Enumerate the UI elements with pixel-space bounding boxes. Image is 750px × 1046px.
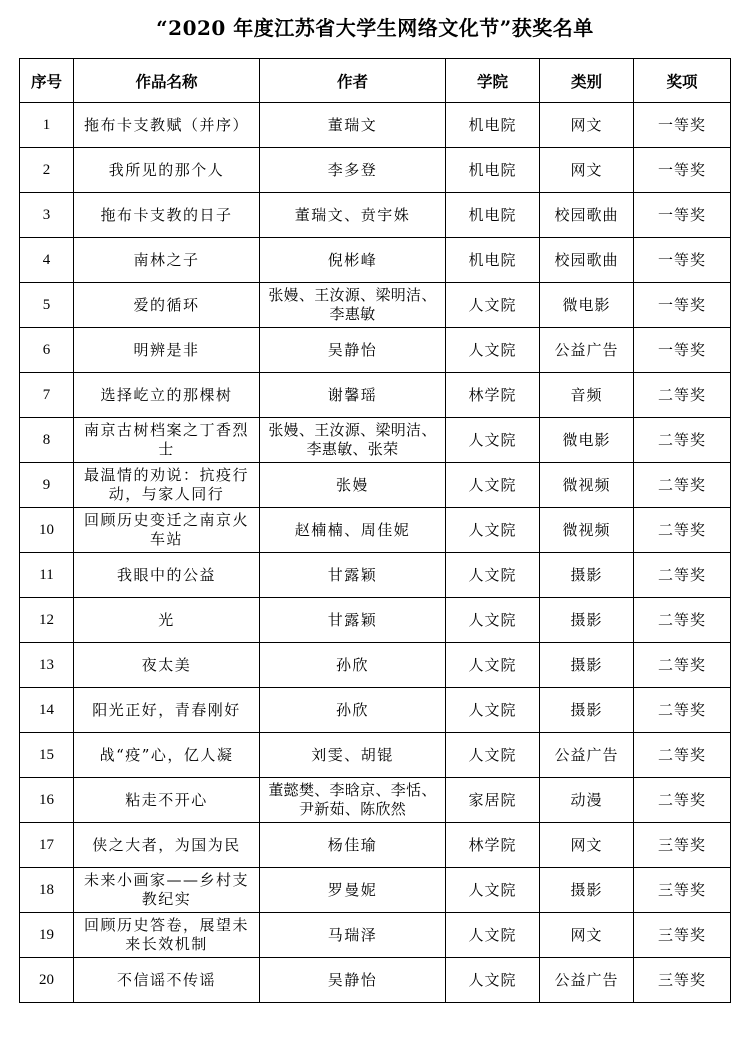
cell-work: 我所见的那个人	[74, 148, 260, 193]
cell-category: 微视频	[540, 463, 634, 508]
cell-category: 微电影	[540, 418, 634, 463]
cell-school: 人文院	[446, 598, 540, 643]
cell-index: 2	[20, 148, 74, 193]
cell-author: 董懿樊、李晗京、李恬、尹新茹、陈欣然	[260, 778, 446, 823]
cell-author: 甘露颖	[260, 553, 446, 598]
cell-award: 二等奖	[634, 598, 731, 643]
page-title: “2020 年度江苏省大学生网络文化节”获奖名单	[156, 16, 594, 40]
cell-school: 人文院	[446, 688, 540, 733]
cell-work: 拖布卡支教的日子	[74, 193, 260, 238]
cell-index: 19	[20, 913, 74, 958]
cell-school: 林学院	[446, 823, 540, 868]
cell-author: 张嫚、王汝源、梁明洁、李惠敏	[260, 283, 446, 328]
table-row	[20, 193, 731, 238]
cell-index: 11	[20, 553, 74, 598]
cell-category: 微电影	[540, 283, 634, 328]
table-row	[20, 103, 731, 148]
cell-school: 人文院	[446, 733, 540, 778]
cell-work: 爱的循环	[74, 283, 260, 328]
cell-award: 二等奖	[634, 778, 731, 823]
cell-author: 赵楠楠、周佳妮	[260, 508, 446, 553]
cell-index: 18	[20, 868, 74, 913]
cell-award: 一等奖	[634, 193, 731, 238]
cell-work: 夜太美	[74, 643, 260, 688]
cell-category: 网文	[540, 823, 634, 868]
header-award: 奖项	[634, 59, 731, 103]
cell-category: 摄影	[540, 553, 634, 598]
table-row	[20, 238, 731, 283]
cell-category: 微视频	[540, 508, 634, 553]
cell-author: 马瑞泽	[260, 913, 446, 958]
table-row	[20, 373, 731, 418]
cell-award: 二等奖	[634, 733, 731, 778]
table-row	[20, 958, 731, 1003]
cell-category: 动漫	[540, 778, 634, 823]
cell-category: 网文	[540, 148, 634, 193]
cell-index: 16	[20, 778, 74, 823]
table-row	[20, 508, 731, 553]
cell-school: 机电院	[446, 103, 540, 148]
cell-author: 吴静怡	[260, 958, 446, 1003]
cell-category: 网文	[540, 103, 634, 148]
table-row	[20, 553, 731, 598]
cell-category: 摄影	[540, 598, 634, 643]
cell-index: 1	[20, 103, 74, 148]
cell-school: 林学院	[446, 373, 540, 418]
cell-index: 12	[20, 598, 74, 643]
cell-author: 董瑞文	[260, 103, 446, 148]
cell-category: 校园歌曲	[540, 193, 634, 238]
cell-work: 南京古树档案之丁香烈士	[74, 418, 260, 463]
cell-index: 9	[20, 463, 74, 508]
cell-work: 南林之子	[74, 238, 260, 283]
cell-work: 回顾历史变迁之南京火车站	[74, 508, 260, 553]
cell-award: 二等奖	[634, 463, 731, 508]
cell-school: 人文院	[446, 958, 540, 1003]
cell-school: 人文院	[446, 463, 540, 508]
cell-index: 5	[20, 283, 74, 328]
cell-author: 孙欣	[260, 643, 446, 688]
cell-award: 二等奖	[634, 418, 731, 463]
cell-school: 人文院	[446, 508, 540, 553]
cell-award: 三等奖	[634, 823, 731, 868]
table-row	[20, 868, 731, 913]
cell-award: 三等奖	[634, 958, 731, 1003]
awards-table	[19, 58, 731, 1003]
cell-category: 摄影	[540, 643, 634, 688]
cell-work: 选择屹立的那棵树	[74, 373, 260, 418]
table-row	[20, 283, 731, 328]
table-row	[20, 823, 731, 868]
cell-award: 二等奖	[634, 373, 731, 418]
cell-work: 光	[74, 598, 260, 643]
cell-author: 张嫚	[260, 463, 446, 508]
cell-school: 人文院	[446, 328, 540, 373]
cell-author: 吴静怡	[260, 328, 446, 373]
table-header-row	[20, 59, 731, 103]
cell-author: 甘露颖	[260, 598, 446, 643]
cell-work: 我眼中的公益	[74, 553, 260, 598]
table-row	[20, 598, 731, 643]
cell-work: 明辨是非	[74, 328, 260, 373]
cell-school: 机电院	[446, 238, 540, 283]
cell-award: 二等奖	[634, 553, 731, 598]
cell-index: 8	[20, 418, 74, 463]
header-index: 序号	[20, 59, 74, 103]
cell-index: 20	[20, 958, 74, 1003]
cell-school: 机电院	[446, 148, 540, 193]
cell-work: 阳光正好，青春刚好	[74, 688, 260, 733]
table-row	[20, 643, 731, 688]
cell-school: 人文院	[446, 913, 540, 958]
cell-index: 10	[20, 508, 74, 553]
cell-category: 公益广告	[540, 958, 634, 1003]
cell-award: 二等奖	[634, 508, 731, 553]
cell-award: 二等奖	[634, 688, 731, 733]
table-row	[20, 328, 731, 373]
cell-award: 三等奖	[634, 868, 731, 913]
cell-index: 4	[20, 238, 74, 283]
table-row	[20, 733, 731, 778]
table-row	[20, 913, 731, 958]
cell-author: 杨佳瑜	[260, 823, 446, 868]
cell-work: 战“疫”心，亿人凝	[74, 733, 260, 778]
cell-category: 摄影	[540, 688, 634, 733]
cell-work: 拖布卡支教赋（并序）	[74, 103, 260, 148]
cell-author: 孙欣	[260, 688, 446, 733]
table-row	[20, 688, 731, 733]
cell-work: 不信谣不传谣	[74, 958, 260, 1003]
header-school: 学院	[446, 59, 540, 103]
cell-index: 15	[20, 733, 74, 778]
cell-author: 罗曼妮	[260, 868, 446, 913]
cell-index: 3	[20, 193, 74, 238]
cell-work: 最温情的劝说：抗疫行动，与家人同行	[74, 463, 260, 508]
cell-index: 13	[20, 643, 74, 688]
cell-index: 17	[20, 823, 74, 868]
cell-author: 张嫚、王汝源、梁明洁、李惠敏、张荣	[260, 418, 446, 463]
cell-index: 7	[20, 373, 74, 418]
cell-school: 人文院	[446, 553, 540, 598]
cell-author: 刘雯、胡锟	[260, 733, 446, 778]
cell-school: 人文院	[446, 868, 540, 913]
cell-school: 家居院	[446, 778, 540, 823]
header-work: 作品名称	[74, 59, 260, 103]
cell-school: 人文院	[446, 643, 540, 688]
cell-award: 一等奖	[634, 283, 731, 328]
cell-school: 人文院	[446, 283, 540, 328]
cell-author: 倪彬峰	[260, 238, 446, 283]
header-author: 作者	[260, 59, 446, 103]
cell-category: 网文	[540, 913, 634, 958]
table-row	[20, 463, 731, 508]
cell-work: 回顾历史答卷，展望未来长效机制	[74, 913, 260, 958]
cell-category: 摄影	[540, 868, 634, 913]
cell-school: 机电院	[446, 193, 540, 238]
table-body	[20, 103, 731, 1003]
cell-category: 音频	[540, 373, 634, 418]
cell-index: 6	[20, 328, 74, 373]
cell-category: 公益广告	[540, 733, 634, 778]
cell-author: 李多登	[260, 148, 446, 193]
cell-award: 二等奖	[634, 643, 731, 688]
cell-category: 公益广告	[540, 328, 634, 373]
cell-index: 14	[20, 688, 74, 733]
cell-work: 未来小画家——乡村支教纪实	[74, 868, 260, 913]
cell-work: 粘走不开心	[74, 778, 260, 823]
table-row	[20, 148, 731, 193]
cell-award: 一等奖	[634, 238, 731, 283]
cell-category: 校园歌曲	[540, 238, 634, 283]
cell-award: 一等奖	[634, 148, 731, 193]
cell-award: 三等奖	[634, 913, 731, 958]
cell-school: 人文院	[446, 418, 540, 463]
cell-author: 董瑞文、贲宇姝	[260, 193, 446, 238]
cell-award: 一等奖	[634, 328, 731, 373]
header-category: 类别	[540, 59, 634, 103]
cell-award: 一等奖	[634, 103, 731, 148]
cell-work: 侠之大者，为国为民	[74, 823, 260, 868]
cell-author: 谢馨瑶	[260, 373, 446, 418]
table-row	[20, 418, 731, 463]
table-row	[20, 778, 731, 823]
